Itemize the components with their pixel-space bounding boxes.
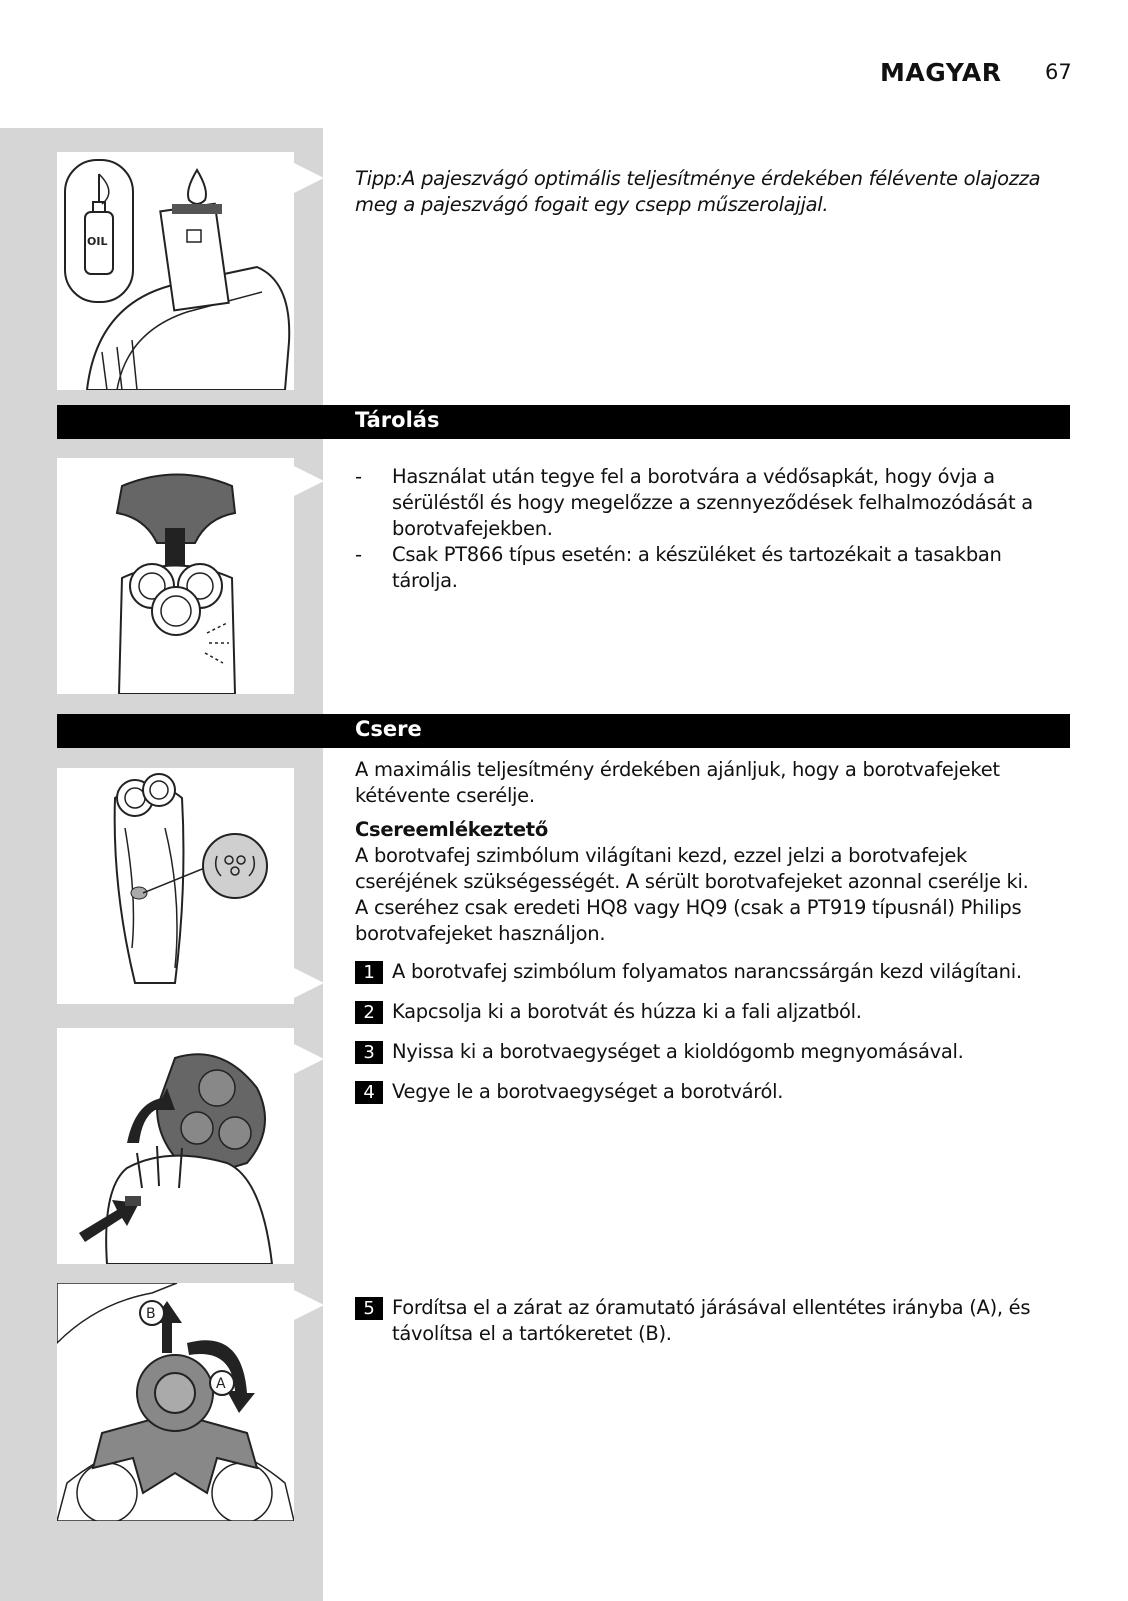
section-bar-replacement (57, 714, 1070, 748)
replacement-content (355, 757, 1070, 1105)
section-bar-storage (57, 405, 1070, 439)
step-3 (355, 1039, 1070, 1065)
storage-item-1: Használat után tegye fel a borotvára a védősapkát, hogy óvja a sérüléstől és hogy megelőzze a szennyeződések felhalmozódását a borotvafejekben. (392, 465, 1033, 540)
section-title-replacement: Csere (355, 717, 422, 741)
oil-label: OIL (87, 235, 108, 248)
figure-pointer (294, 1290, 324, 1320)
figure-pointer (294, 466, 324, 496)
step-number: 4 (355, 1081, 383, 1104)
figure-pointer (294, 1044, 324, 1074)
step-number: 5 (355, 1297, 383, 1320)
step-text: A borotvafej szimbólum folyamatos narancssárgán kezd világítani. (392, 960, 1022, 983)
list-item (355, 542, 1070, 594)
figure-open-shaving-unit (57, 1028, 294, 1264)
step-5-block (355, 1295, 1070, 1347)
figure-pointer (294, 968, 324, 998)
step-text: Nyissa ki a borotvaegységet a kioldógomb megnyomásával. (392, 1040, 964, 1063)
figure-retaining-frame (57, 1283, 294, 1521)
step-5 (355, 1295, 1070, 1347)
reminder-text-1: A borotvafej szimbólum világítani kezd, ezzel jelzi a borotvafejek cseréjének szükségességét. A sérült borotvafejeket azonnal cserélje ki. (355, 844, 1029, 893)
replacement-intro: A maximális teljesítmény érdekében ajánljuk, hogy a borotvafejeket kétévente cserélje. (355, 758, 1000, 807)
list-dash: - (355, 465, 362, 488)
tip-text: Tipp:A pajeszvágó optimális teljesítménye érdekében félévente olajozza meg a pajeszvágó fogait egy csepp műszerolajjal. (355, 167, 1041, 216)
figure-shaver-symbol (57, 768, 294, 1004)
reminder-text-2: A cseréhez csak eredeti HQ8 vagy HQ9 (csak a PT919 típusnál) Philips borotvafejeket használjon. (355, 896, 1022, 945)
step-number: 1 (355, 961, 383, 984)
label-a: A (216, 1376, 226, 1392)
step-text: Vegye le a borotvaegységet a borotváról. (392, 1080, 784, 1103)
step-number: 2 (355, 1001, 383, 1024)
figure-oil-trimmer (57, 152, 294, 390)
figure-protective-cap (57, 458, 294, 694)
step-1 (355, 959, 1070, 985)
label-b: B (146, 1306, 156, 1322)
step-text: Kapcsolja ki a borotvát és húzza ki a fali aljzatból. (392, 1000, 862, 1023)
section-title-storage: Tárolás (355, 408, 440, 432)
list-item (355, 464, 1070, 542)
step-4 (355, 1079, 1070, 1105)
storage-list (355, 464, 1070, 594)
storage-item-2: Csak PT866 típus esetén: a készüléket és tartozékait a tasakban tárolja. (392, 543, 1002, 592)
step-2 (355, 999, 1070, 1025)
step-number: 3 (355, 1041, 383, 1064)
step-text: Fordítsa el a zárat az óramutató járásával ellentétes irányba (A), és távolítsa el a tartókeretet (B). (392, 1296, 1031, 1345)
list-dash: - (355, 543, 362, 566)
reminder-title: Csereemlékeztető (355, 818, 548, 841)
header-language: MAGYAR (880, 58, 1002, 87)
page-number: 67 (1045, 60, 1072, 84)
figure-pointer (294, 163, 324, 193)
